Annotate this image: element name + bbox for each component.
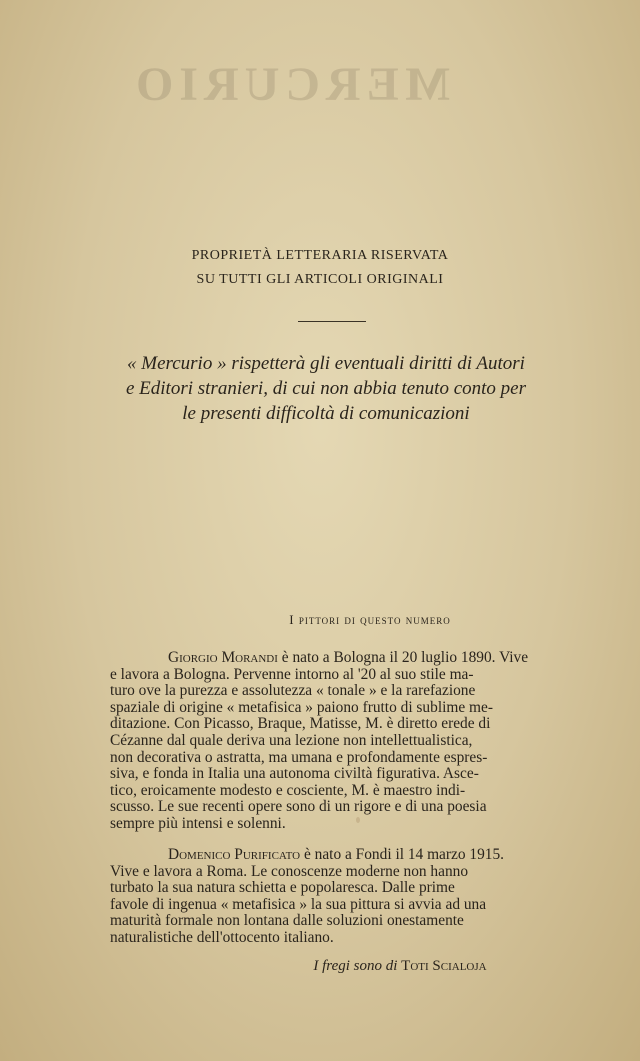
bio-line: Vive e lavora a Roma. Le conoscenze moderne non hanno: [110, 862, 469, 880]
bio-purificato: [110, 847, 600, 947]
notice-line: « Mercurio » rispetterà gli eventuali diritti di Autori: [127, 353, 525, 374]
rights-notice: [96, 351, 556, 426]
bio-line: sempre più intensi e solenni.: [110, 814, 286, 832]
ornaments-credit: [220, 958, 580, 975]
bio-line: spaziale di origine « metafisica » paiono frutto di sublime me-: [110, 698, 493, 716]
bio-line: maturità formale non lontana dalle soluzioni onestamente: [110, 912, 464, 930]
divider-rule: [298, 321, 366, 322]
painter-name: Domenico Purificato: [168, 846, 301, 863]
painter-name: Giorgio Morandi: [168, 649, 278, 666]
rights-reserved-line-1: PROPRIETÀ LETTERARIA RISERVATA: [191, 248, 449, 263]
bio-line: turo ove la purezza e assolutezza « tonale » e la rarefazione: [110, 682, 476, 700]
bio-line: favole di ingenua « metafisica » la sua pittura si avvia ad una: [110, 895, 487, 913]
painters-section-title: I pittori di questo numero: [289, 612, 451, 627]
bio-line: e lavora a Bologna. Pervenne intorno al '20 al suo stile ma-: [110, 665, 474, 683]
credit-author: Toti Scialoja: [401, 958, 487, 974]
bio-line: non decorativa o astratta, ma umana e profondamente espres-: [110, 748, 488, 766]
credit-prefix: I fregi sono di: [313, 958, 398, 974]
bio-line: siva, e fonda in Italia una autonoma civiltà figurativa. Asce-: [110, 765, 479, 783]
bio-line: ditazione. Con Picasso, Braque, Matisse, M. è diretto erede di: [110, 715, 491, 733]
bio-line: turbato la sua natura schietta e popolaresca. Dalle prime: [110, 879, 455, 897]
bio-line: Cézanne dal quale deriva una lezione non intellettualistica,: [110, 731, 473, 749]
bio-line: naturalistiche dell'ottocento italiano.: [110, 928, 334, 946]
bio-line: Domenico Purificato è nato a Fondi il 14 marzo 1915.: [168, 846, 505, 863]
bio-line: scusso. Le sue recenti opere sono di un rigore e di una poesia: [110, 798, 487, 816]
notice-line: le presenti difficoltà di comunicazioni: [182, 403, 470, 424]
bio-line: Giorgio Morandi è nato a Bologna il 20 luglio 1890. Vive: [168, 649, 529, 666]
bio-line: tico, eroicamente modesto e cosciente, M. è maestro indi-: [110, 781, 466, 799]
rights-reserved-line-2: SU TUTTI GLI ARTICOLI ORIGINALI: [196, 272, 444, 287]
bio-morandi: [110, 650, 600, 833]
show-through-bleed: MERCURIO: [130, 58, 450, 111]
notice-line: e Editori stranieri, di cui non abbia tenuto conto per: [125, 378, 527, 399]
